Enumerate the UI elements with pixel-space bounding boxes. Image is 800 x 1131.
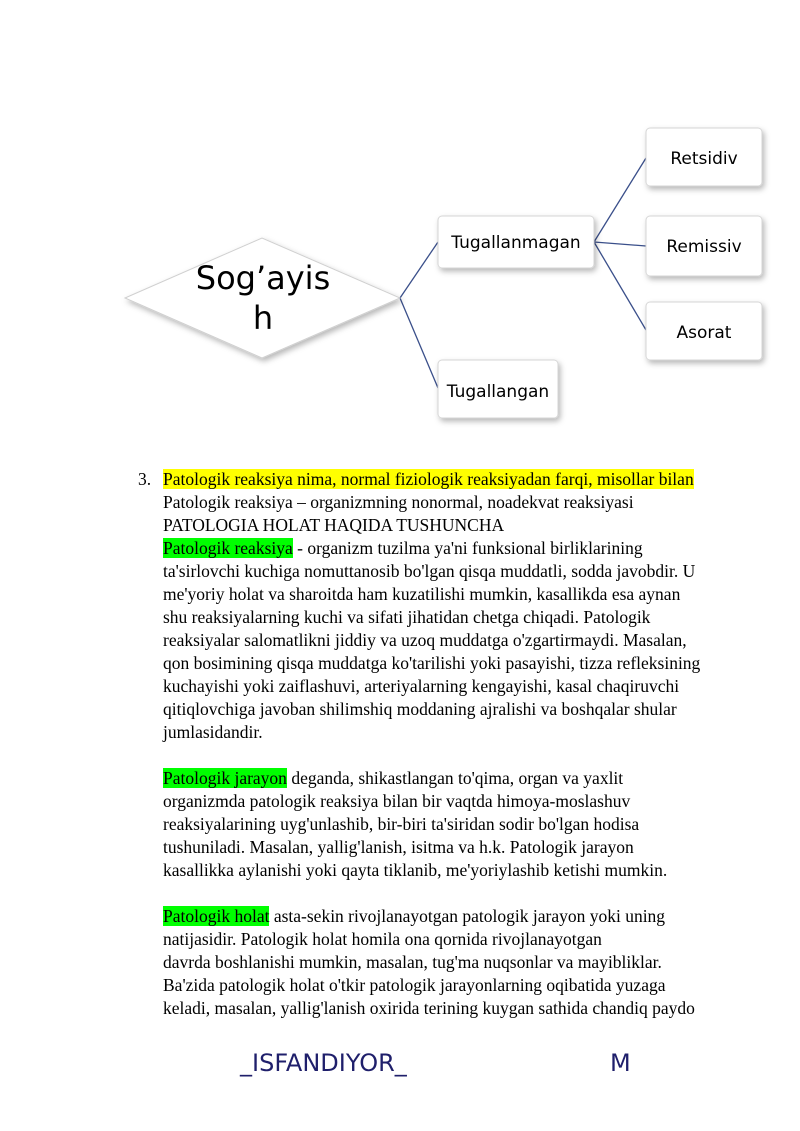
paragraph-line: organizmda patologik reaksiya bilan bir vaqtda himoya-moslashuv: [163, 791, 631, 811]
paragraph-line: davrda boshlanishi mumkin, masalan, tug'ma nuqsonlar va mayibliklar.: [163, 952, 662, 972]
paragraph-line: Ba'zida patologik holat o'tkir patologik jarayonlarning oqibatida yuzaga: [163, 975, 666, 995]
term-highlight: Patologik holat: [163, 906, 270, 926]
paragraph-state: [163, 905, 748, 1020]
section-title: Patologik reaksiya nima, normal fiziologik reaksiyadan farqi, misollar bilan: [163, 469, 694, 489]
leaf-node: [646, 128, 762, 186]
hierarchy-diagram: [0, 0, 800, 440]
root-label-line1: Sog’ayis: [195, 259, 331, 297]
node-complete-label: Tugallangan: [446, 382, 550, 402]
paragraph-line: deganda, shikastlangan to'qima, organ va yaxlit: [286, 768, 624, 788]
document-body: [138, 468, 748, 1020]
paragraph-line: kuchayishi yoki zaiflashuvi, arteriyalarning kengayishi, kasal chaqiruvchi: [163, 676, 680, 696]
subheading: PATOLOGIA HOLAT HAQIDA TUSHUNCHA: [163, 515, 505, 535]
paragraph-process: [163, 767, 748, 882]
paragraph-line: shu reaksiyalarning kuchi va sifati jihatidan chetga chiqadi. Patologik: [163, 607, 651, 627]
term-highlight: Patologik reaksiya: [163, 538, 293, 558]
leaf-node: [646, 216, 762, 276]
node-incomplete-label: Tugallanmagan: [451, 233, 581, 253]
paragraph-reaction: [163, 537, 748, 744]
paragraph-line: natijasidir. Patologik holat homila ona qornida rivojlanayotgan: [163, 929, 602, 949]
paragraph-line: me'yoriy holat va sharoitda ham kuzatilishi mumkin, kasallikda esa aynan: [163, 584, 681, 604]
page-footer: [0, 1045, 800, 1085]
connector-lines: [400, 158, 646, 388]
paragraph-line: qitiqlovchiga javoban shilimshiq moddaning ajralishi va boshqalar shular: [163, 699, 677, 719]
leaf-label: Remissiv: [666, 237, 742, 257]
root-node: [125, 238, 400, 358]
paragraph-line: - organizm tuzilma ya'ni funksional birliklarining: [292, 538, 643, 558]
leaf-label: Retsidiv: [670, 149, 738, 169]
footer-initial: M: [610, 1049, 631, 1077]
paragraph-line: tushuniladi. Masalan, yallig'lanish, isitma va h.k. Patologik jarayon: [163, 837, 634, 857]
paragraph-line: kasallikka aylanishi yoki qayta tiklanib, me'yoriylashib ketishi mumkin.: [163, 860, 668, 880]
leaf-node: [646, 302, 762, 360]
paragraph-line: reaksiyalar salomatlikni jiddiy va uzoq muddatga o'zgartirmaydi. Masalan,: [163, 630, 687, 650]
paragraph-line: keladi, masalan, yallig'lanish oxirida terining kuygan sathida chandiq paydo: [163, 998, 695, 1018]
section-heading: [138, 468, 748, 491]
paragraph-line: ta'sirlovchi kuchiga nomuttanosib bo'lgan qisqa muddatli, sodda javobdir. U: [163, 561, 696, 581]
definition-line: Patologik reaksiya – organizmning nonormal, noadekvat reaksiyasi: [163, 492, 634, 512]
footer-author: _ISFANDIYOR_: [240, 1049, 407, 1077]
section-number: 3.: [138, 469, 152, 489]
node-complete: [438, 360, 558, 418]
term-highlight: Patologik jarayon: [163, 768, 287, 788]
node-incomplete: [438, 216, 594, 268]
paragraph-line: qon bosimining qisqa muddatga ko'tarilishi yoki pasayishi, tizza refleksining: [163, 653, 701, 673]
paragraph-line: jumlasidandir.: [163, 722, 263, 742]
leaf-label: Asorat: [676, 323, 732, 343]
paragraph-line: asta-sekin rivojlanayotgan patologik jarayon yoki uning: [269, 906, 666, 926]
paragraph-line: reaksiyalarining uyg'unlashib, bir-biri ta'siridan sodir bo'lgan hodisa: [163, 814, 640, 834]
root-label-line2: h: [252, 299, 274, 337]
